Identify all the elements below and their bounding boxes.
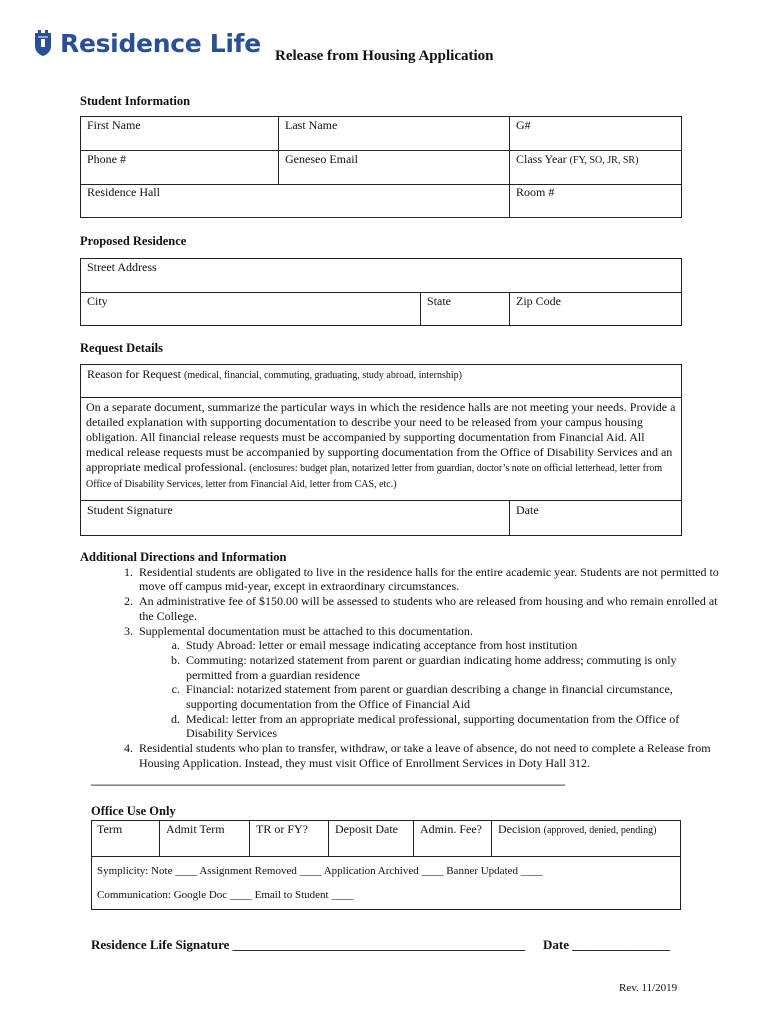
student-info-table [80,116,682,218]
page-title: Release from Housing Application [275,48,494,64]
reason-label: Reason for Request [87,367,181,381]
direction-item-3-text: Supplemental documentation must be attached to this documentation. [139,623,473,638]
additional-directions [80,550,720,771]
residence-life-date-line[interactable]: Date _______________ [543,937,670,952]
class-year-field[interactable] [516,152,638,167]
direction-item-3 [136,624,720,742]
request-details-heading: Request Details [80,341,163,355]
state-field[interactable]: State [427,294,451,308]
castle-crest-icon [33,29,53,57]
direction-item-3d: d. Medical: letter from an appropriate medical professional, supporting documentation from the Office of Disability Services [183,712,720,741]
communication-checklist[interactable]: Communication: Google Doc ____ Email to Student ____ [97,889,354,901]
email-field[interactable]: Geneseo Email [285,152,358,166]
student-info-heading: Student Information [80,94,191,108]
section-divider: _______________________________________________________________________________ [91,773,565,787]
direction-item-4: 4. Residential students who plan to transfer, withdraw, or take a leave of absence, do not need to complete a Release from Housing Application. Instead, they must visit Office of Enrollment Services in Doty Hall 312. [136,741,720,770]
direction-item-3c: c. Financial: notarized statement from parent or guardian describing a change in financial circumstance, supporting documentation from the Office of Financial Aid [183,682,720,711]
zip-code-field[interactable]: Zip Code [516,294,561,308]
last-name-field[interactable]: Last Name [285,118,338,132]
reason-field[interactable] [87,367,462,382]
phone-field[interactable]: Phone # [87,152,126,166]
city-field[interactable]: City [87,294,108,308]
request-instructions [86,400,678,492]
direction-item-1: 1. Residential students are obligated to live in the residence halls for the entire academic year. Students are not permitted to move off campus mid-year, except in extraordinary circumstances. [136,565,720,594]
g-number-field[interactable]: G# [516,118,531,132]
admit-term-field[interactable]: Admit Term [166,822,225,836]
reason-examples: (medical, financial, commuting, graduating, study abroad, internship) [183,370,462,381]
direction-item-3a: a. Study Abroad: letter or email message indicating acceptance from host institution [183,638,720,653]
direction-item-2: 2. An administrative fee of $150.00 will be assessed to students who are released from housing and who remain enrolled at the College. [136,594,720,623]
class-year-label: Class Year [516,152,567,166]
residence-life-signature-line[interactable]: Residence Life Signature _____________________________________________ [91,937,526,952]
class-year-options: (FY, SO, JR, SR) [569,155,639,166]
office-use-heading: Office Use Only [91,804,176,818]
room-field[interactable]: Room # [516,185,555,199]
enclosures-text: (enclosures: budget plan, notarized letter from guardian, doctor’s note on official letterhead, letter from Office of Disability Services, letter from Financial Aid, letter from CAS, etc.) [86,463,663,490]
first-name-field[interactable]: First Name [87,118,141,132]
term-field[interactable]: Term [97,822,123,836]
symplicity-checklist[interactable]: Symplicity: Note ____ Assignment Removed ____ Application Archived ____ Banner Updated ____ [97,865,543,877]
tr-fy-field[interactable]: TR or FY? [256,822,308,836]
instructions-text: On a separate document, summarize the particular ways in which the residence halls are not meeting your needs. Provide a detailed explanation with supporting documentation to describe your need to be released from your campus housing obligation. All financial release requests must be accompanied by supporting documentation from Financial Aid. All medical release requests must be accompanied by supporting documentation from the Office of Disability Services and an appropriate medical professional. [86,400,676,474]
residence-life-logo [33,26,261,60]
student-signature-field[interactable]: Student Signature [87,503,173,517]
direction-item-3b: b. Commuting: notarized statement from parent or guardian indicating home address; commuting is only permitted from a guardian residence [183,653,720,682]
street-address-field[interactable]: Street Address [87,260,157,274]
decision-field[interactable] [498,822,656,837]
decision-options: (approved, denied, pending) [543,825,657,836]
student-date-field[interactable]: Date [516,503,539,517]
deposit-date-field[interactable]: Deposit Date [335,822,398,836]
proposed-residence-heading: Proposed Residence [80,234,187,248]
admin-fee-field[interactable]: Admin. Fee? [420,822,482,836]
revision-label: Rev. 11/2019 [619,982,678,994]
residence-hall-field[interactable]: Residence Hall [87,185,160,199]
decision-label: Decision [498,822,541,836]
directions-heading: Additional Directions and Information [80,550,287,564]
logo-text: Residence Life [60,28,261,58]
